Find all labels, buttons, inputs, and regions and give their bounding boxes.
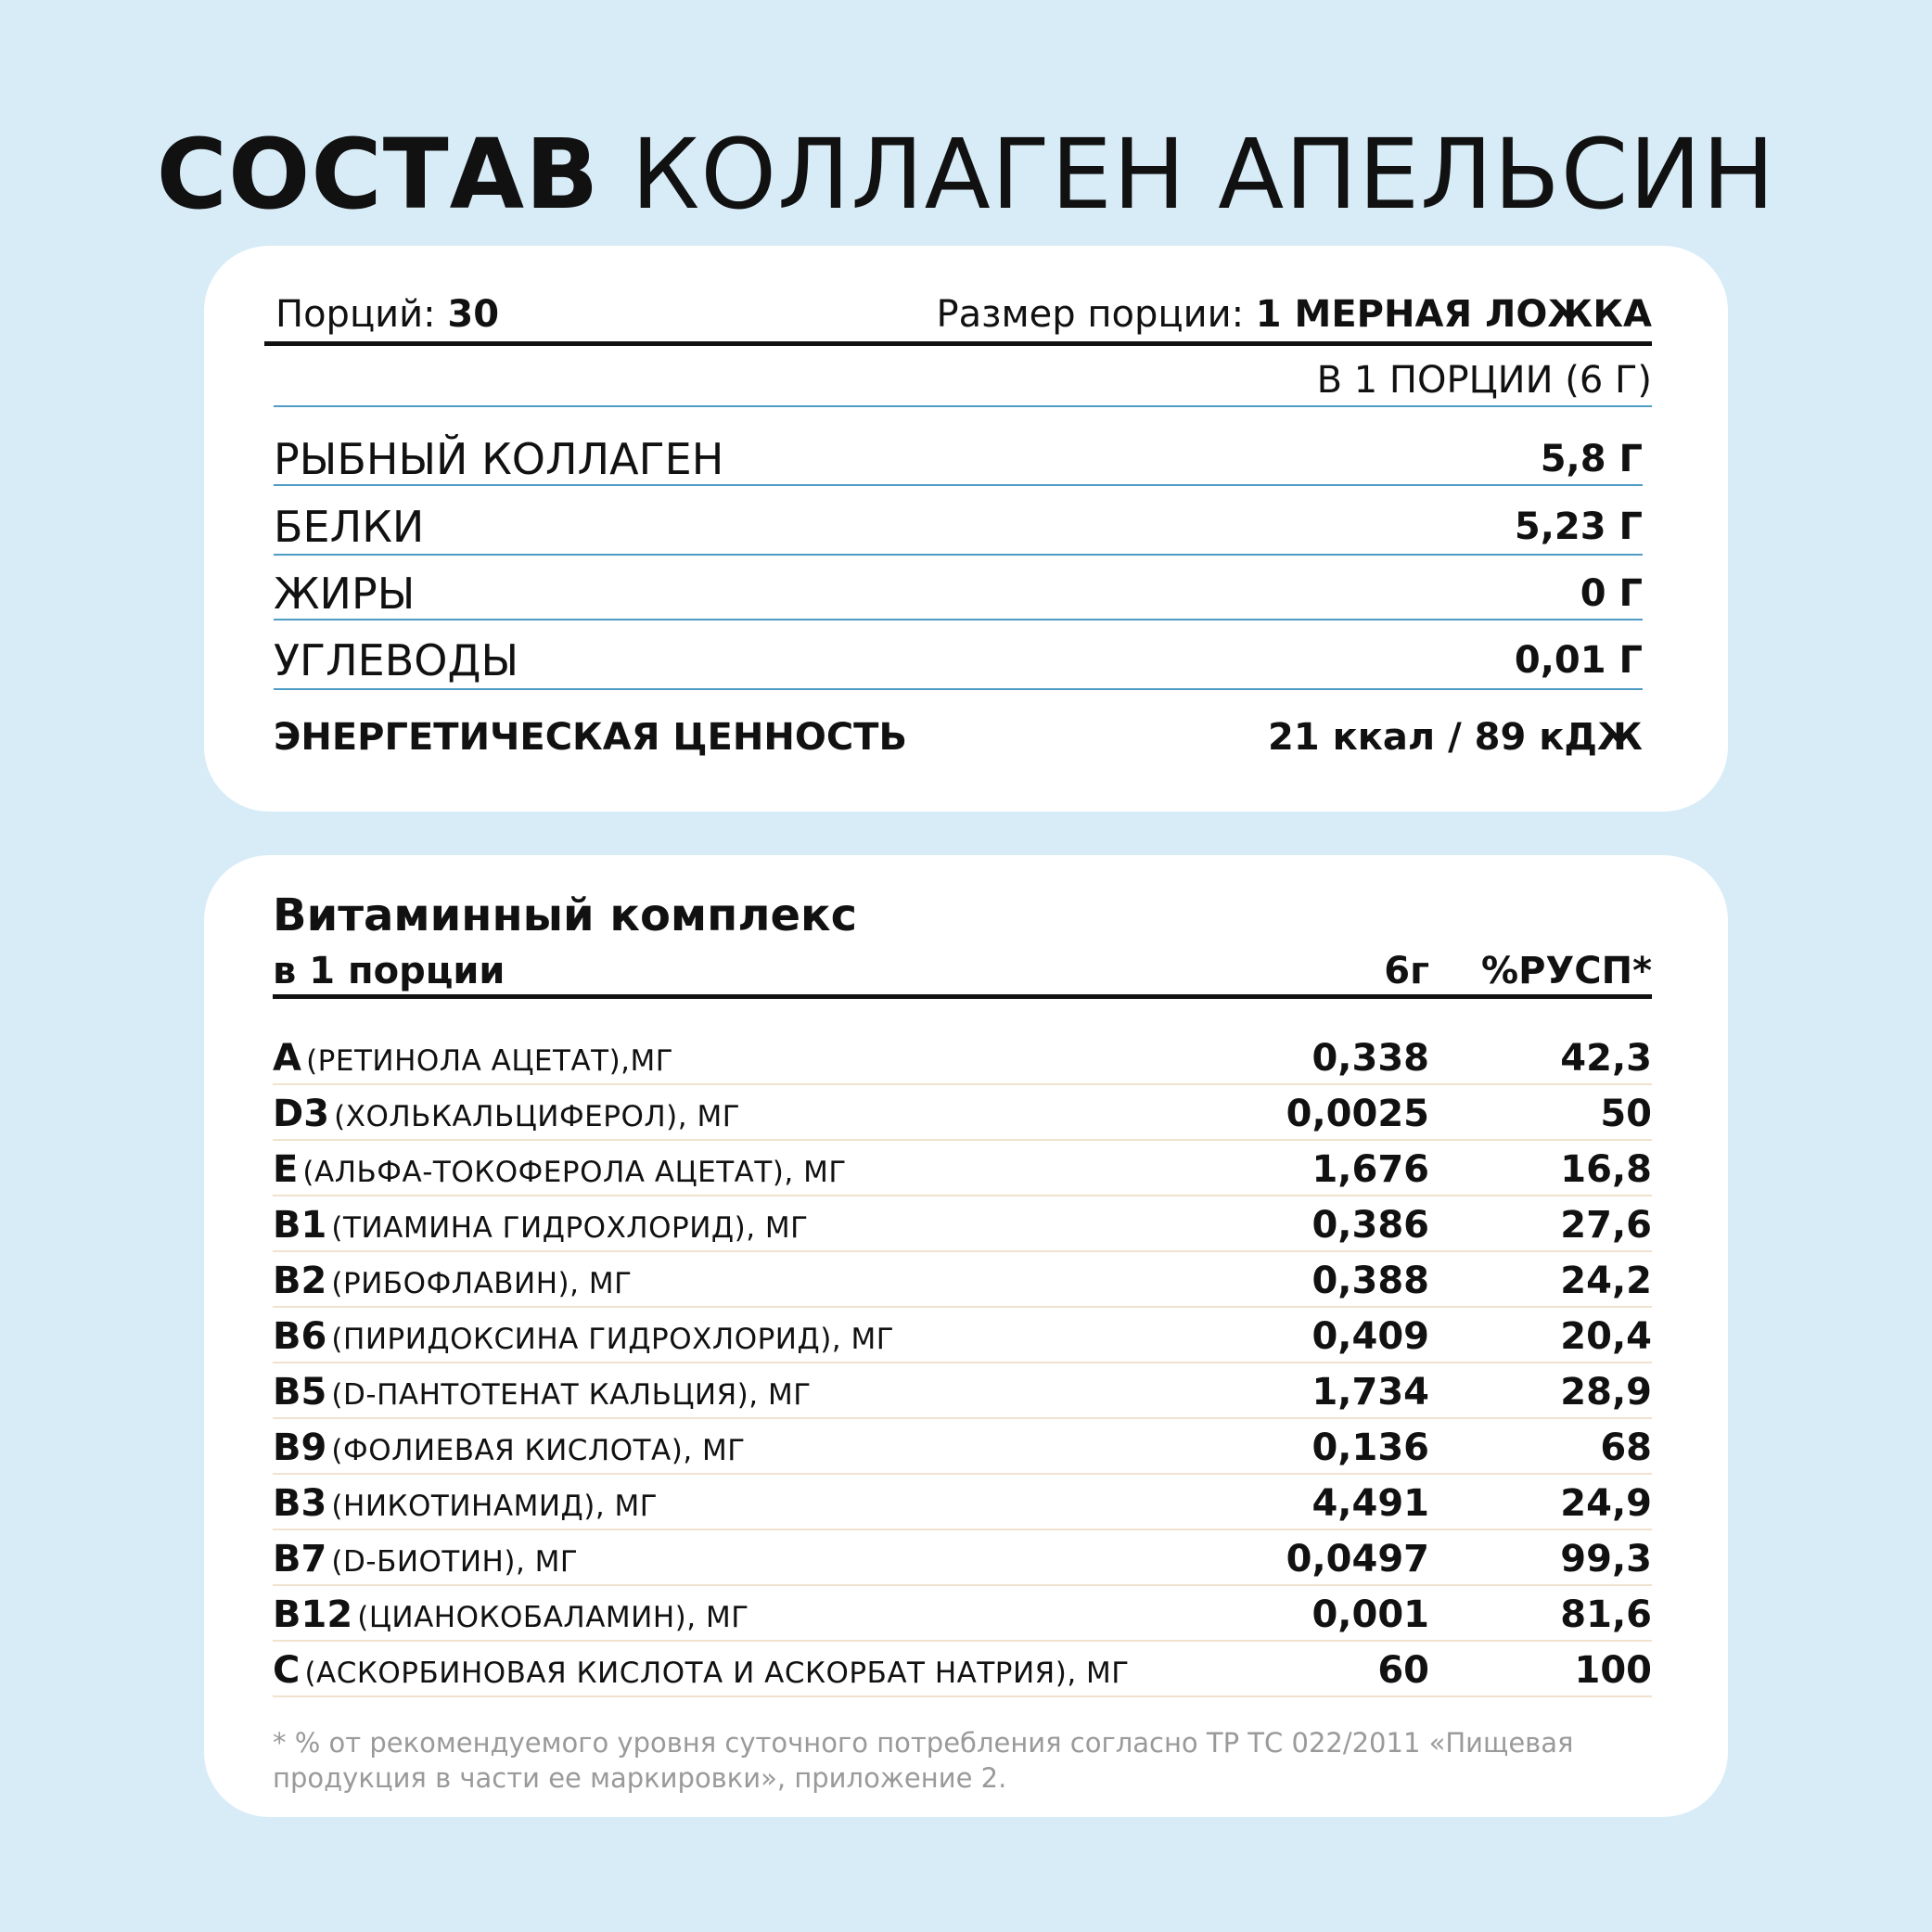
vitamin-name: [273, 1593, 749, 1636]
divider: [274, 405, 1652, 407]
vitamin-name: [273, 1037, 673, 1080]
page-title: [0, 119, 1932, 230]
vitamin-amount: 0,0025: [1286, 1093, 1429, 1135]
nutrition-row-value: 5,23 Г: [1514, 505, 1643, 548]
vitamin-code: D3: [273, 1093, 330, 1135]
vitamin-amount: 0,386: [1311, 1204, 1429, 1247]
vitamin-code: E: [273, 1148, 299, 1191]
vitamin-percent: 100: [1574, 1649, 1652, 1692]
energy-label: ЭНЕРГЕТИЧЕСКАЯ ЦЕННОСТЬ: [274, 716, 907, 759]
vitamin-amount: 60: [1377, 1649, 1429, 1692]
nutrition-row-value: 0 Г: [1580, 572, 1643, 615]
vitamin-description: (ТИАМИНА ГИДРОХЛОРИД), МГ: [331, 1211, 809, 1245]
vitamin-percent: 42,3: [1560, 1037, 1652, 1080]
vitamin-description: (АЛЬФА-ТОКОФЕРОЛА АЦЕТАТ), МГ: [302, 1156, 847, 1189]
table-row: [273, 1419, 1652, 1475]
serving-size-value: 1 МЕРНАЯ ЛОЖКА: [1255, 293, 1652, 336]
vitamins-subtitle: в 1 порции: [273, 950, 505, 992]
vitamin-percent: 99,3: [1560, 1538, 1652, 1580]
nutrition-row: [274, 494, 1643, 559]
nutrition-card: [204, 246, 1728, 812]
vitamin-description: (НИКОТИНАМИД), МГ: [331, 1490, 659, 1523]
table-row: [273, 1085, 1652, 1141]
vitamin-amount: 0,0497: [1286, 1538, 1429, 1580]
serving-size-label: Размер порции:: [936, 293, 1245, 336]
vitamin-percent: 24,2: [1560, 1260, 1652, 1302]
divider: [274, 619, 1643, 621]
vitamin-code: B9: [273, 1427, 327, 1469]
nutrition-row-label: БЕЛКИ: [274, 502, 425, 552]
vitamin-description: (АСКОРБИНОВАЯ КИСЛОТА И АСКОРБАТ НАТРИЯ), МГ: [304, 1657, 1130, 1690]
vitamin-code: B3: [273, 1482, 327, 1525]
vitamin-percent: 28,9: [1560, 1371, 1652, 1414]
nutrition-row-value: 5,8 Г: [1540, 438, 1643, 480]
vitamin-name: [273, 1148, 847, 1191]
energy-value: 21 ккал / 89 кДЖ: [1268, 716, 1643, 759]
vitamin-code: B12: [273, 1593, 353, 1636]
vitamin-name: [273, 1371, 812, 1414]
table-row: [273, 1252, 1652, 1308]
nutrition-row-label: ЖИРЫ: [274, 569, 416, 619]
table-row: [273, 1642, 1652, 1697]
servings: [275, 288, 499, 341]
vitamin-percent: 81,6: [1560, 1593, 1652, 1636]
vitamins-header-divider: [273, 994, 1652, 999]
nutrition-row: [274, 561, 1643, 626]
vitamin-amount: 0,409: [1311, 1315, 1429, 1358]
vitamin-name: [273, 1260, 633, 1302]
per-serving-label: В 1 ПОРЦИИ (6 Г): [1316, 359, 1652, 402]
vitamins-card: [204, 855, 1728, 1817]
table-row: [273, 1030, 1652, 1085]
vitamin-amount: 0,338: [1311, 1037, 1429, 1080]
vitamin-code: A: [273, 1037, 301, 1080]
vitamin-description: (D-БИОТИН), МГ: [331, 1545, 579, 1579]
vitamin-code: B6: [273, 1315, 327, 1358]
vitamin-code: B2: [273, 1260, 327, 1302]
vitamin-description: (ЦИАНОКОБАЛАМИН), МГ: [357, 1601, 749, 1634]
table-row: [273, 1308, 1652, 1363]
vitamin-amount: 1,676: [1311, 1148, 1429, 1191]
table-row: [273, 1363, 1652, 1419]
vitamin-amount: 0,136: [1311, 1427, 1429, 1469]
vitamins-table: [273, 1030, 1652, 1697]
nutrition-row-label: РЫБНЫЙ КОЛЛАГЕН: [274, 434, 724, 484]
vitamin-name: [273, 1093, 740, 1135]
divider: [274, 484, 1643, 486]
footnote: * % от рекомендуемого уровня суточного потребления согласно ТР ТС 022/2011 «Пищевая продукция в части ее маркировки», приложение 2.: [273, 1727, 1574, 1794]
vitamin-percent: 16,8: [1560, 1148, 1652, 1191]
vitamin-percent: 27,6: [1560, 1204, 1652, 1247]
vitamin-description: (ФОЛИЕВАЯ КИСЛОТА), МГ: [331, 1434, 746, 1467]
table-row: [273, 1196, 1652, 1252]
vitamin-name: [273, 1538, 578, 1580]
servings-value: 30: [447, 293, 500, 336]
vitamin-amount: 1,734: [1311, 1371, 1429, 1414]
vitamin-name: [273, 1482, 658, 1525]
vitamin-name: [273, 1427, 746, 1469]
vitamin-percent: 50: [1600, 1093, 1652, 1135]
servings-label: Порций:: [275, 293, 436, 336]
vitamin-description: (ХОЛЬКАЛЬЦИФЕРОЛ), МГ: [334, 1100, 741, 1133]
vitamins-title: Витаминный комплекс: [273, 889, 858, 941]
vitamin-amount: 0,001: [1311, 1593, 1429, 1636]
vitamins-table-header: [273, 943, 1652, 999]
vitamin-percent: 20,4: [1560, 1315, 1652, 1358]
vitamin-code: B7: [273, 1538, 327, 1580]
vitamin-description: (РЕТИНОЛА АЦЕТАТ),МГ: [306, 1044, 674, 1078]
vitamin-amount: 0,388: [1311, 1260, 1429, 1302]
nutrition-row-label: УГЛЕВОДЫ: [274, 635, 519, 685]
vitamin-code: B5: [273, 1371, 327, 1414]
divider: [274, 688, 1643, 690]
vitamin-description: (ПИРИДОКСИНА ГИДРОХЛОРИД), МГ: [331, 1323, 895, 1356]
vitamin-name: [273, 1204, 809, 1247]
vitamin-name: [273, 1315, 894, 1358]
column-header-percent: %РУСП*: [1481, 950, 1652, 992]
vitamin-amount: 4,491: [1311, 1482, 1429, 1525]
nutrition-header-divider: [264, 341, 1652, 346]
vitamin-code: C: [273, 1649, 301, 1692]
nutrition-row-value: 0,01 Г: [1514, 639, 1643, 682]
vitamin-code: B1: [273, 1204, 327, 1247]
nutrition-row: [274, 628, 1643, 693]
vitamin-name: [273, 1649, 1130, 1692]
nutrition-row: [274, 427, 1643, 492]
divider: [274, 554, 1643, 556]
vitamin-description: (РИБОФЛАВИН), МГ: [331, 1267, 633, 1300]
table-row: [273, 1475, 1652, 1530]
page-title-light: КОЛЛАГЕН АПЕЛЬСИН: [631, 118, 1776, 231]
table-row: [273, 1586, 1652, 1642]
column-header-amount: 6г: [1384, 950, 1429, 992]
serving-size: [937, 288, 1652, 341]
page-title-bold: СОСТАВ: [156, 118, 600, 231]
vitamin-percent: 68: [1600, 1427, 1652, 1469]
energy-row: [274, 710, 1643, 765]
nutrition-header: [264, 288, 1652, 341]
vitamin-percent: 24,9: [1560, 1482, 1652, 1525]
table-row: [273, 1530, 1652, 1586]
table-row: [273, 1141, 1652, 1196]
vitamin-description: (D-ПАНТОТЕНАТ КАЛЬЦИЯ), МГ: [331, 1378, 812, 1412]
